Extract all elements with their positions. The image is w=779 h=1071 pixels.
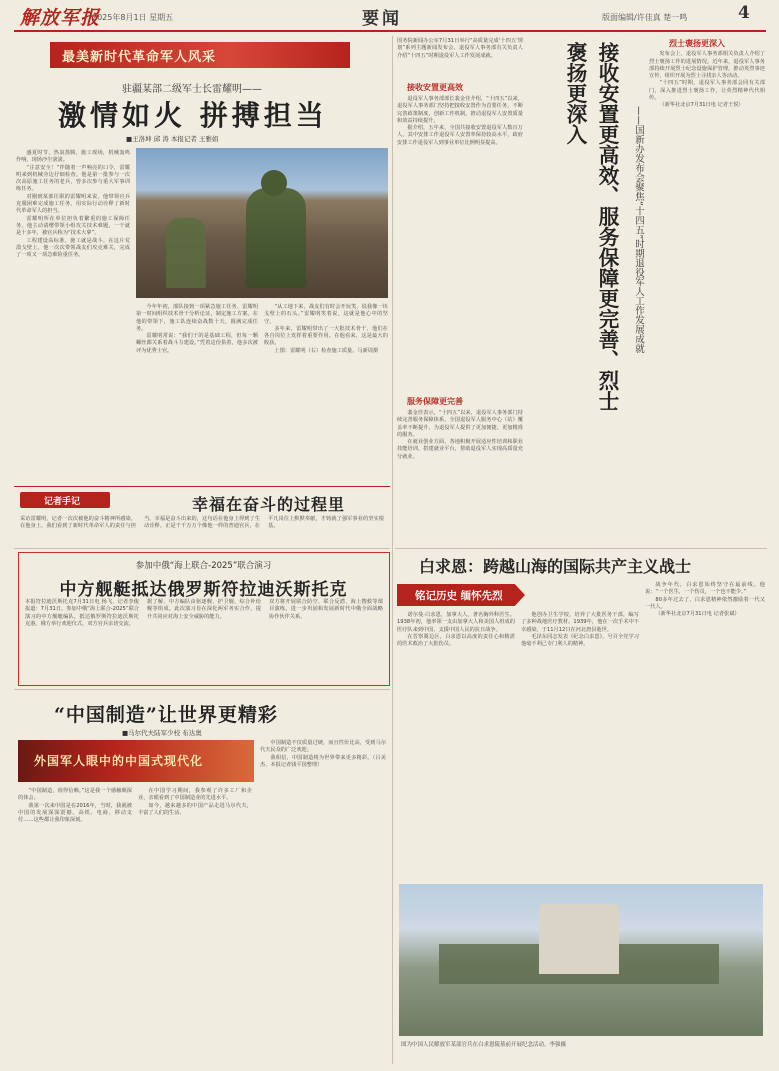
paragraph: 80多年过去了，白求恩精神依然激励着一代又一代人。 (645, 596, 765, 610)
exercise-kicker: 参加中俄“海上联合-2025”联合演习 (135, 561, 272, 571)
paragraph: 诺尔曼·白求恩，加拿大人，著名胸外科医生。1938年初，他率领一支由加拿大人和美国人组成的医疗队来到中国，支援中国人民的抗日战争。 (397, 612, 515, 633)
paragraph: 据介绍，五年来，全国共接收安置退役军人数百万人，其中安排工作退役军人安置率保持较高水平，政府安排工作退役军人到事业单位比例明显提高。 (397, 125, 523, 146)
column-body-3 (260, 740, 386, 1060)
paragraph: 今年年初，部队接到一项紧急施工任务。雷耀明第一时间组织技术骨干分析论证，制定施工方案。在他的带领下，施工队连续奋战数十天，圆满完成任务。 (136, 304, 258, 332)
soldier-photo (136, 148, 388, 298)
paragraph: 裴金佳表示，“十四五”以来，退役军人事务部门持续完善服务保障体系，全国退役军人服务中心（站）覆盖率不断提升，为退役军人提供了更加便捷、更加精准的服务。 (397, 410, 523, 438)
paragraph: 我第一次来中国是在2016年，当时，我就被中国的发展深深震撼。高铁、电商、移动支付……这些都让我印象深刻。 (18, 802, 132, 824)
subhead-2: 服务保障更完善 (407, 397, 463, 406)
bethune-column-2 (521, 612, 639, 878)
naval-exercise-article (18, 552, 390, 686)
notes-body: 采访雷耀明，记者一次次被他的奋斗精神所感染。在他身上，我们看到了新时代革命军人的责任与担当。幸福是奋斗出来的，这句话在他身上得到了生动诠释。正是千千万万个像他一样的普通官兵，在平凡岗位上默默奉献，才铸就了强军事业的坚实根基。 (20, 516, 384, 530)
article-column-3 (264, 304, 388, 480)
exercise-column-1: 本报符拉迪沃斯托克7月31日电 杨飞、记者李俊报道：7月31日，参加中俄“海上联合-2025”联合演习的中方舰艇编队，抵达俄罗斯符拉迪沃斯托克港。俄方举行欢迎仪式，双方官兵亲切交流。 (25, 599, 139, 627)
press-conference-article (395, 36, 767, 484)
paragraph: 中国制造不仅质量过硬，而且性价比高，受到马尔代夫民众的广泛欢迎。 (260, 740, 386, 754)
bethune-column-1 (397, 612, 515, 878)
paragraph: 退役军人事务部部长裴金佳介绍，“十四五”以来，退役军人事务部门坚持把接收安置作为首要任务，不断完善政策制度，创新工作机制，推动退役军人安置质量和效益持续提升。 (397, 96, 523, 124)
paragraph: 他创办卫生学校，培养了大批医务干部，编写了多种战地医疗教材。1939年，他在一次手术中不幸感染，于11月12日在河北唐县逝世。 (521, 612, 639, 633)
profile-article (14, 36, 390, 484)
article-column-1 (16, 150, 130, 480)
feature-banner-text: 最美新时代革命军人风采 (62, 50, 217, 65)
subhead-1: 接收安置更高效 (407, 83, 463, 92)
notes-label-text: 记者手记 (44, 497, 81, 507)
paragraph: 盛夏时节，热浪蒸腾。施工现场，机械轰鸣作响，现场沙尘滚滚。 (16, 150, 130, 164)
column-body-2 (138, 788, 252, 1060)
paragraph: 战争年代，白求恩始终坚守在最前线。他说：“一个医生，一个伤员，一个也不能少。” (645, 582, 765, 596)
bethune-article (395, 552, 767, 1064)
paragraph: 在中国学习期间，我参观了许多工厂和企业，亲眼看到了中国制造业的先进水平。 (138, 788, 252, 802)
paragraph: （新华社北京7月31日电 记者王悦） (659, 102, 744, 109)
paragraph: 多年来，雷耀明带出了一大批技术骨干，他们在各自岗位上发挥着重要作用。在他看来，这是最大的收获。 (264, 325, 388, 347)
bethune-title: 白求恩：跨越山海的国际共产主义战士 (419, 557, 692, 576)
page-number: 4 (738, 3, 750, 23)
article-column-2 (397, 410, 523, 482)
exercise-column-3: 双方将开展联合防空、联合反潜、海上搜救等课目演练，进一步巩固和发展新时代中俄全面战略协作伙伴关系。 (269, 599, 383, 620)
column-title: “中国制造”让世界更精彩 (54, 704, 278, 726)
section-name: 要闻 (362, 9, 402, 29)
vertical-headline: 接收安置更高效、服务保障更完善、烈士褒扬更深入 (563, 42, 619, 411)
paragraph: “注意安全！”伴随着一声响亮的口令，雷耀明来到机械旁边仔细检查。他是第一批参与一次次高原施工任务的老兵，曾多次参与重大军事训练任务。 (16, 164, 130, 193)
photo-caption: 图为中国人民解放军某部官兵在白求恩陵墓前开展纪念活动。李强摄 (401, 1042, 567, 1048)
article-kicker: 驻疆某部二级军士长雷耀明—— (122, 84, 262, 95)
article-column-2 (136, 304, 258, 480)
newspaper-logo: 解放军报 (20, 7, 101, 29)
bethune-column-3 (645, 582, 765, 878)
masthead (0, 0, 779, 30)
paragraph: 上图：雷耀明（右）检查施工质量。马新周摄 (274, 347, 379, 354)
article-column-1 (397, 96, 523, 392)
article-column-3 (649, 38, 765, 478)
paragraph: 发布会上，退役军人事务部相关负责人介绍了烈士褒扬工作的进展情况。近年来，退役军人事务部持续开展烈士纪念设施保护管理，推动英烈事迹宣传，组织开展为烈士寻找亲人等活动。 (649, 51, 765, 80)
paragraph: 在晋察冀边区，白求恩以高度的责任心和精湛的医术救治了大批伤员。 (397, 633, 515, 648)
vertical-kicker: ——国新办发布会聚焦“十四五”时期退役军人工作发展成就 (633, 106, 644, 354)
notes-title: 幸福在奋斗的过程里 (192, 495, 346, 514)
paragraph: 毛泽东同志发表《纪念白求恩》，号召全党学习他毫不利己专门利人的精神。 (521, 633, 639, 648)
paragraph: 我相信，中国制造将为世界带来更多精彩。（吕美杰、本报记者钱平国整理） (260, 754, 386, 768)
article-byline: ■王洛坤 邱 涛 本报记者 王雅娟 (126, 135, 219, 143)
article-title: 激情如火 拼搏担当 (58, 99, 328, 132)
exercise-column-2: 据了解，中方编队由驱逐舰、护卫舰、综合补给舰等组成。此次演习旨在深化两军务实合作，提升共同应对海上安全威胁的能力。 (147, 599, 261, 620)
article-intro: 国务院新闻办公室7月31日举行“高质量完成‘十四五’规划”系列主题新闻发布会，退役军人事务部有关负责人介绍“十四五”时期退役军人工作发展成就。 (397, 38, 523, 59)
column-body-1 (18, 788, 132, 1060)
paragraph: 在就业创业方面，各地积极开展适应性培训和职业技能培训，搭建就业平台，帮助退役军人实现高质量充分就业。 (397, 439, 523, 460)
exercise-title: 中方舰艇抵达俄罗斯符拉迪沃斯托克 (59, 580, 348, 600)
subhead-3: 烈士褒扬更深入 (669, 39, 725, 48)
made-in-china-article (14, 692, 390, 1064)
paragraph: 工程建设高标准，施工就是战斗。在这片荒漠戈壁上，他一次次带领战友们攻克难关，完成了一项又一项急难险重任务。 (16, 237, 130, 259)
memorial-banner-text: 铭记历史 缅怀先烈 (415, 590, 503, 602)
paragraph: “从工地下来，战友们有时会开玩笑，说我像一块戈壁上的石头。”雷耀明笑着说，这就是他心中的坚守。 (264, 304, 388, 325)
paragraph: 对刚到某部任职的雷耀明来说，他带领官兵克服困难完成施工任务，用实际行动诠释了新时代革命军人的担当。 (16, 193, 130, 215)
page-editors: 版面编辑/许佳真 楚一鸣 (602, 13, 688, 22)
reporter-notes (14, 488, 390, 546)
paragraph: （新华社北京7月31日电 记者张斌） (655, 611, 740, 618)
paragraph: 雷耀明常说：“我们干的是基础工程，但每一颗螺丝都关系着战斗力建设。”凭着这份执着，他多次被评为优秀士官。 (136, 333, 258, 354)
paragraph: 如今，越来越多的中国产品走进马尔代夫，丰富了人们的生活。 (138, 802, 252, 816)
memorial-photo (399, 884, 763, 1036)
paragraph: “中国制造，值得信赖。”这是我一个感触颇深的体会。 (18, 788, 132, 802)
paragraph: 雷耀明所在单位担负着繁重的施工保障任务，他主动请缨带领小组攻关技术难题，一干就是十多年，被官兵称为“技术大拿”。 (16, 215, 130, 237)
series-banner-text: 外国军人眼中的中国式现代化 (34, 754, 204, 768)
issue-date: 2025年8月1日 星期五 (92, 13, 174, 22)
column-byline: ■马尔代夫陆军少校 布达奥 (122, 729, 202, 737)
paragraph: “十四五”时期，退役军人事务部会同有关部门，深入推进烈士褒扬工作，让英烈精神代代相传。 (649, 80, 765, 102)
